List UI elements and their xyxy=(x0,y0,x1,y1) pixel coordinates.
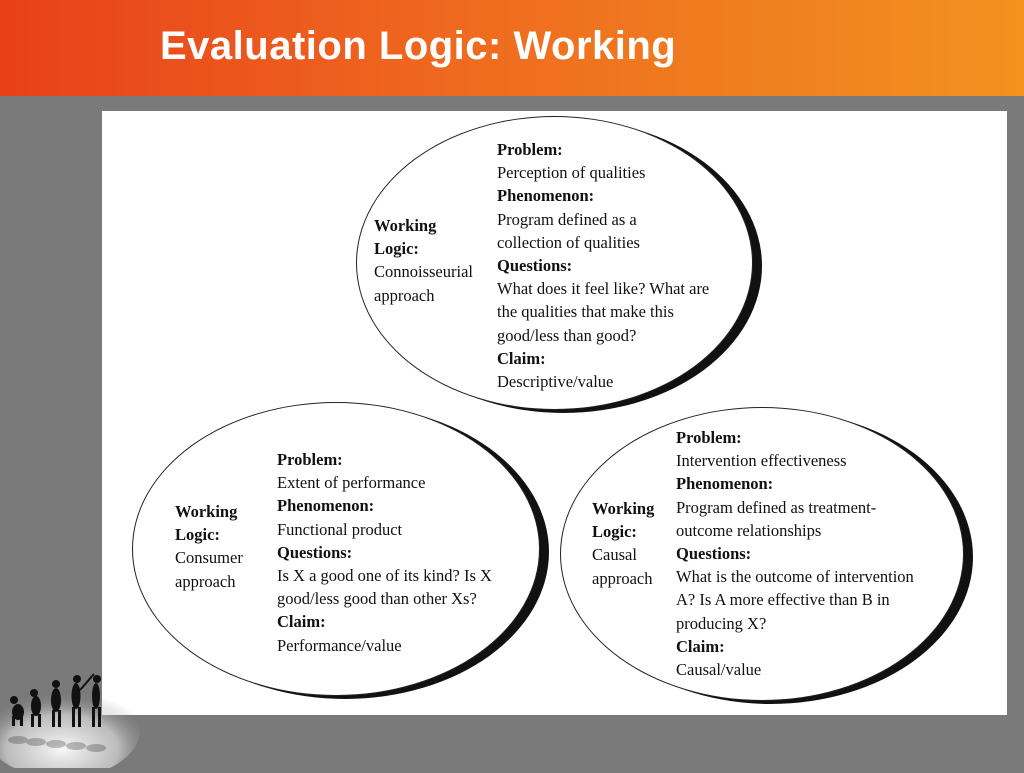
left-phenomenon-label: Phenomenon: xyxy=(277,496,375,516)
top-phenomenon-label: Phenomenon: xyxy=(497,186,595,206)
diagram-panel xyxy=(102,111,1007,715)
right-questions-label: Questions: xyxy=(676,544,752,564)
top-approach-2: approach xyxy=(374,285,435,305)
top-logic-label xyxy=(374,214,473,307)
top-logic-title-1: Working xyxy=(374,216,437,235)
top-questions-line: What does it feel like? What are xyxy=(497,279,710,299)
top-questions-label: Questions: xyxy=(497,256,573,276)
right-claim-line: Causal/value xyxy=(676,660,762,680)
title-bar xyxy=(0,0,1024,96)
left-approach-1: Consumer xyxy=(175,548,243,568)
right-approach-2: approach xyxy=(592,568,653,588)
left-details xyxy=(277,448,492,657)
left-questions-line: good/less good than other Xs? xyxy=(277,589,477,609)
right-phenomenon-line: outcome relationships xyxy=(676,520,822,540)
left-claim-line: Performance/value xyxy=(277,635,402,655)
top-details xyxy=(497,138,709,393)
right-questions-line: A? Is A more effective than B in xyxy=(676,590,890,610)
left-logic-title-1: Working xyxy=(175,502,238,521)
human-evolution-icon xyxy=(0,660,140,768)
top-phenomenon-line: Program defined as a xyxy=(497,209,637,229)
right-details xyxy=(676,426,914,681)
top-claim-label: Claim: xyxy=(497,348,546,368)
left-approach-2: approach xyxy=(175,571,236,591)
top-questions-line: good/less than good? xyxy=(497,325,637,345)
left-problem-line: Extent of performance xyxy=(277,473,426,493)
left-phenomenon-line: Functional product xyxy=(277,519,403,539)
top-questions-line: the qualities that make this xyxy=(497,302,674,322)
right-problem-line: Intervention effectiveness xyxy=(676,451,847,471)
right-approach-1: Causal xyxy=(592,545,637,565)
slide-title: Evaluation Logic: Working xyxy=(160,24,677,68)
left-problem-label: Problem: xyxy=(277,450,343,469)
right-phenomenon-line: Program defined as treatment- xyxy=(676,497,877,517)
left-questions-label: Questions: xyxy=(277,542,353,562)
right-phenomenon-label: Phenomenon: xyxy=(676,474,774,494)
top-claim-line: Descriptive/value xyxy=(497,372,614,392)
top-problem-label: Problem: xyxy=(497,140,563,159)
left-questions-line: Is X a good one of its kind? Is X xyxy=(277,566,492,586)
right-logic-title-1: Working xyxy=(592,499,655,518)
right-problem-label: Problem: xyxy=(676,428,742,447)
left-logic-title-2: Logic: xyxy=(175,525,220,545)
top-phenomenon-line: collection of qualities xyxy=(497,232,640,252)
left-claim-label: Claim: xyxy=(277,612,326,632)
right-logic-title-2: Logic: xyxy=(592,522,637,542)
right-questions-line: producing X? xyxy=(676,613,767,633)
left-logic-label xyxy=(175,500,243,593)
top-approach-1: Connoisseurial xyxy=(374,262,473,282)
right-questions-line: What is the outcome of intervention xyxy=(676,567,914,587)
right-claim-label: Claim: xyxy=(676,636,725,656)
top-problem-line: Perception of qualities xyxy=(497,163,646,183)
right-logic-label xyxy=(592,497,654,590)
top-logic-title-2: Logic: xyxy=(374,239,419,259)
